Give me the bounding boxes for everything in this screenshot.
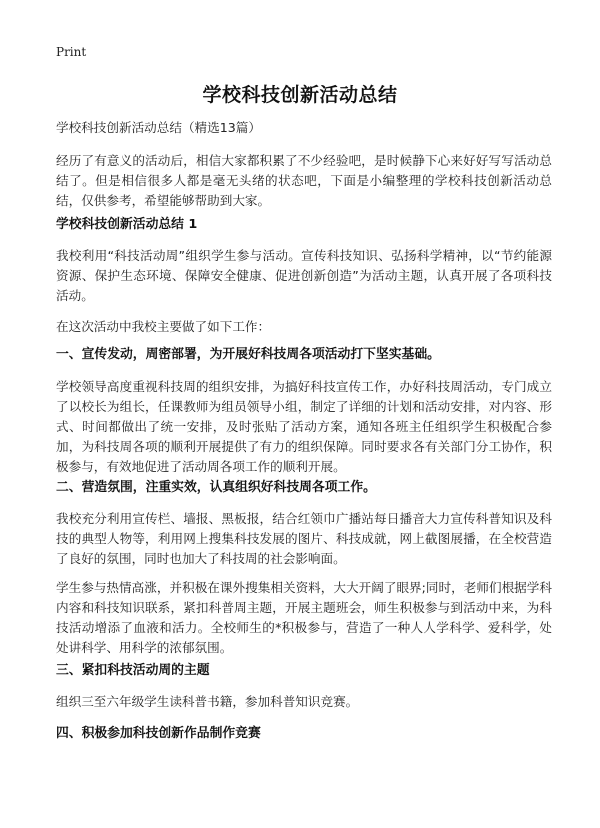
leadership-paragraph: 学校领导高度重视科技周的组织安排，为搞好科技宣传工作，办好科技周活动，专门成立了以校长为组长，任课教师为组员领导小组，制定了详细的计划和活动安排，对内容、形式、时间都做出了统一安排，及时张贴了活动方案，通知各班主任组织学生积极配合参加，为科技周各项的顺利开展提供了有力的组织保障。同时要求各有关部门分工协作，积极参与，有效地促进了活动周各项工作的顺利开展。 (56, 379, 552, 474)
section-title: 学校科技创新活动总结 1 (56, 217, 198, 232)
heading-theme: 三、紧扣科技活动周的主题 (56, 663, 210, 678)
heading-competition: 四、积极参加科技创新作品制作竞赛 (56, 726, 261, 741)
reading-paragraph: 组织三至六年级学生读科普书籍，参加科普知识竞赛。 (56, 694, 359, 709)
intro-paragraph: 经历了有意义的活动后，相信大家都积累了不少经验吧，是时候静下心来好好写写活动总结了。但是相信很多人都是毫无头绪的状态吧，下面是小编整理的学校科技创新活动总结，仅供参考，希望能够帮助到大家。 (56, 153, 552, 208)
atmosphere-paragraph: 我校充分利用宣传栏、墙报、黑板报，结合红领巾广播站每日播音大力宣传科普知识及科技的典型人物等，利用网上搜集科技发展的图片、科技成就，网上截图展播，在全校营造了良好的氛围，同时也加大了科技周的社会影响面。 (56, 511, 552, 566)
activity-week-paragraph: 我校利用“科技活动周”组织学生参与活动。宣传科技知识、弘扬科学精神，以“节约能源资源、保护生态环境、保障安全健康、促进创新创造”为活动主题，认真开展了各项科技活动。 (56, 248, 552, 303)
heading-atmosphere: 二、营造氛围，注重实效，认真组织好科技周各项工作。 (56, 480, 376, 495)
page-title: 学校科技创新活动总结 (202, 84, 398, 106)
print-label: Print (56, 45, 87, 59)
document-subtitle: 学校科技创新活动总结（精选13篇） (56, 120, 261, 135)
main-work-paragraph: 在这次活动中我校主要做了如下工作： (56, 319, 271, 334)
heading-publicity: 一、宣传发动，周密部署，为开展好科技周各项活动打下坚实基础。 (56, 347, 440, 362)
students-paragraph: 学生参与热情高涨，并积极在课外搜集相关资料，大大开阔了眼界;同时，老师们根据学科内容和科技知识联系，紧扣科普周主题，开展主题班会，师生积极参与到活动中来，为科技活动增添了血液和活力。全校师生的*积极参与，营造了一种人人学科学、爱科学，处处讲科学、用科学的浓郁氛围。 (56, 580, 552, 655)
